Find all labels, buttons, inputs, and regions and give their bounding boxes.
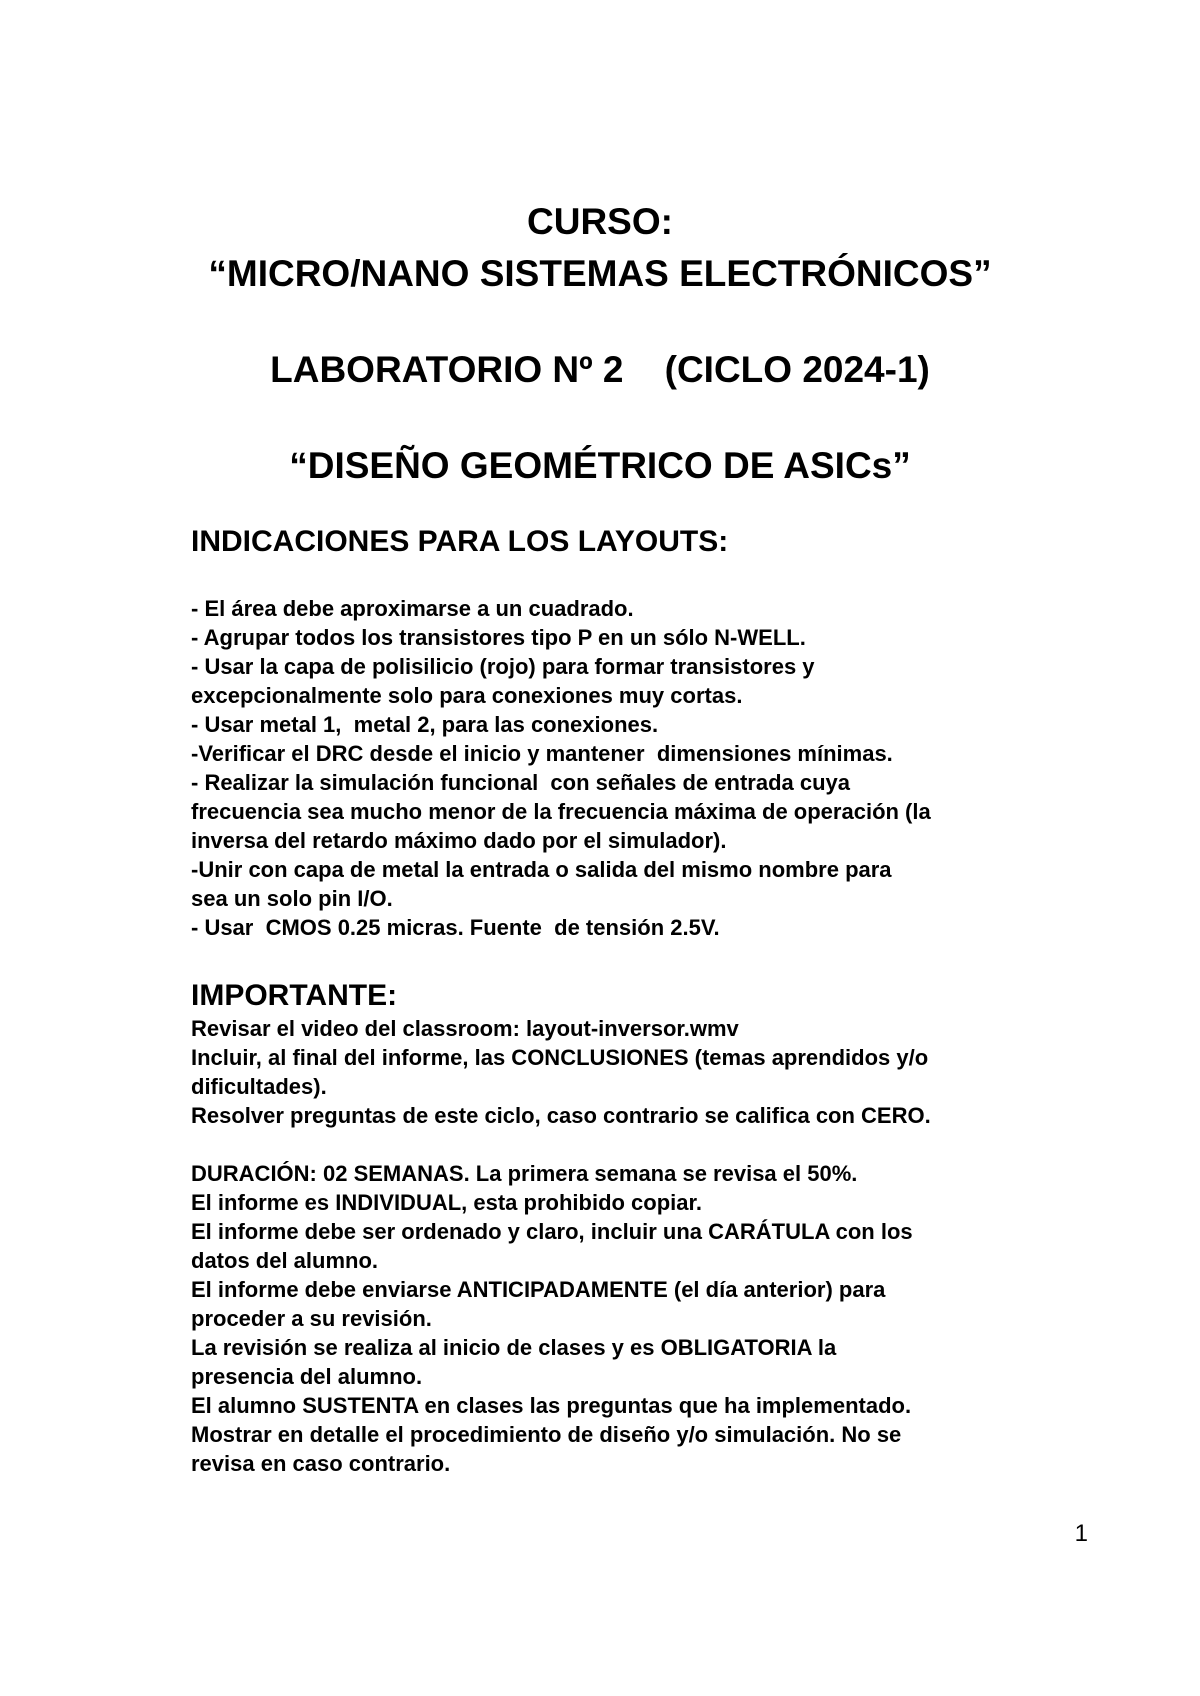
importante-line: El informe debe enviarse ANTICIPADAMENTE (el día anterior) para [191,1277,886,1302]
importante-line: proceder a su revisión. [191,1306,432,1331]
indicaciones-line: frecuencia sea mucho menor de la frecuencia máxima de operación (la [191,799,931,824]
indicaciones-line: sea un solo pin I/O. [191,886,393,911]
course-label: CURSO: [527,201,673,242]
importante-section [191,978,1151,1478]
spacer [191,560,1151,594]
page-number: 1 [1074,1520,1088,1547]
importante-line: El informe es INDIVIDUAL, esta prohibido copiar. [191,1190,702,1215]
importante-line: El alumno SUSTENTA en clases las preguntas que ha implementado. [191,1393,912,1418]
importante-line: La revisión se realiza al inicio de clases y es OBLIGATORIA la [191,1335,837,1360]
indicaciones-line: excepcionalmente solo para conexiones muy cortas. [191,683,743,708]
title-spacer [0,396,1200,440]
importante-heading: IMPORTANTE: [191,979,398,1012]
importante-line: Resolver preguntas de este ciclo, caso contrario se califica con CERO. [191,1103,931,1128]
importante-line: Mostrar en detalle el procedimiento de diseño y/o simulación. No se [191,1422,902,1447]
indicaciones-line: - Usar metal 1, metal 2, para las conexiones. [191,712,659,737]
indicaciones-heading: INDICACIONES PARA LOS LAYOUTS: [191,525,729,558]
importante-line: dificultades). [191,1074,327,1099]
lab-title: LABORATORIO Nº 2 (CICLO 2024-1) [270,349,930,390]
indicaciones-line: -Unir con capa de metal la entrada o salida del mismo nombre para [191,857,892,882]
spacer [191,1130,1151,1159]
indicaciones-line: - Usar la capa de polisilicio (rojo) para formar transistores y [191,654,815,679]
indicaciones-line: inversa del retardo máximo dado por el simulador). [191,828,727,853]
indicaciones-line: - El área debe aproximarse a un cuadrado. [191,596,634,621]
title-spacer [0,300,1200,344]
indicaciones-line: - Agrupar todos los transistores tipo P en un sólo N-WELL. [191,625,806,650]
indicaciones-section [191,524,1151,942]
importante-line: datos del alumno. [191,1248,379,1273]
importante-line: DURACIÓN: 02 SEMANAS. La primera semana se revisa el 50%. [191,1161,858,1186]
importante-line: El informe debe ser ordenado y claro, incluir una CARÁTULA con los [191,1219,913,1244]
indicaciones-line: - Usar CMOS 0.25 micras. Fuente de tensión 2.5V. [191,915,720,940]
indicaciones-line: -Verificar el DRC desde el inicio y mantener dimensiones mínimas. [191,741,893,766]
course-name: “MICRO/NANO SISTEMAS ELECTRÓNICOS” [208,253,992,294]
importante-line: presencia del alumno. [191,1364,423,1389]
importante-line: Incluir, al final del informe, las CONCLUSIONES (temas aprendidos y/o [191,1045,929,1070]
importante-line: Revisar el video del classroom: layout-inversor.wmv [191,1016,739,1041]
indicaciones-line: - Realizar la simulación funcional con señales de entrada cuya [191,770,851,795]
title-block [0,196,1200,492]
importante-line: revisa en caso contrario. [191,1451,451,1476]
topic-title: “DISEÑO GEOMÉTRICO DE ASICs” [289,445,911,486]
